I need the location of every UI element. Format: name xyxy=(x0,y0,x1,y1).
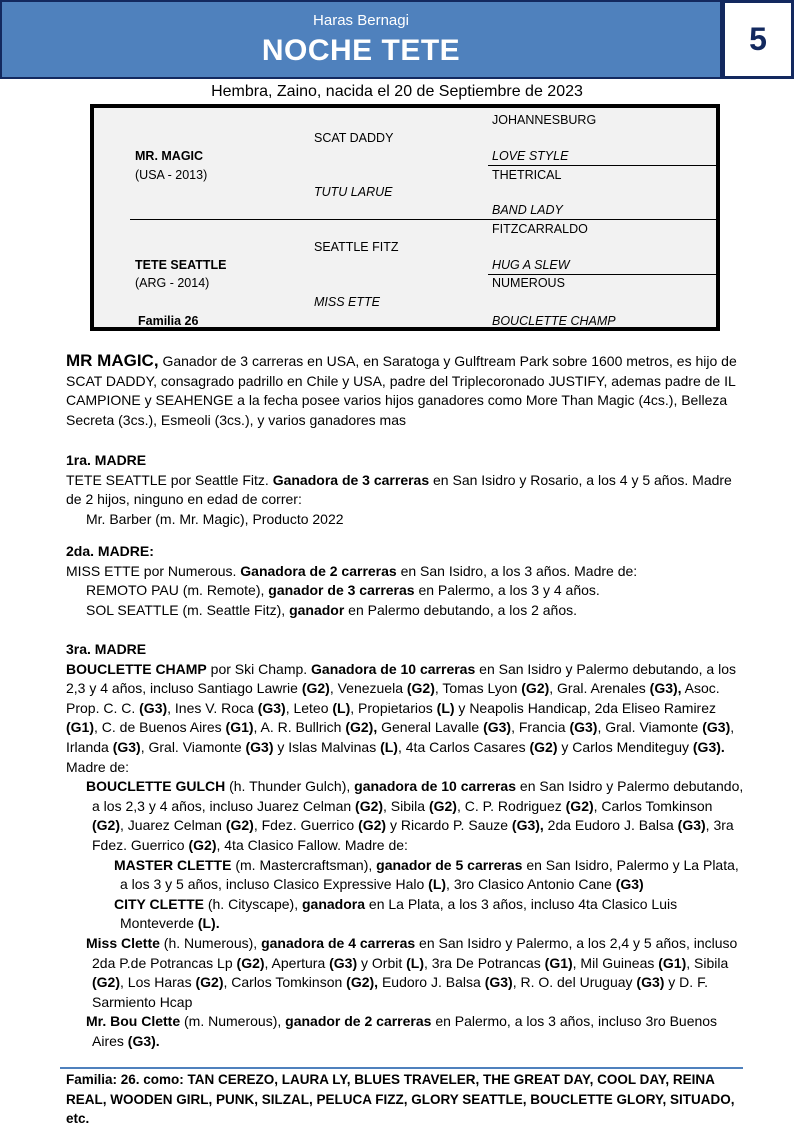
race-text: , Apertura xyxy=(264,954,330,971)
second-dam-heading: 2da. MADRE: xyxy=(66,543,154,559)
race-grade: (G2) xyxy=(92,817,120,834)
race-grade: (L) xyxy=(380,738,398,755)
dam-dam-dam: BOUCLETTE CHAMP xyxy=(492,314,616,328)
race-grade: (G3). xyxy=(692,738,725,755)
race-grade: (G3) xyxy=(569,719,598,736)
footer-divider xyxy=(60,1067,743,1069)
family-footer: Familia: 26. como: TAN CEREZO, LAURA LY, BLUES TRAVELER, THE GREAT DAY, COOL DAY, REINA REAL, WOODEN GIRL, PUNK, SILZAL, PELUCA FIZZ, GLORY SEATTLE, BOUCLETTE GLORY, SITUADO, etc. xyxy=(66,1072,735,1126)
race-text: , Ines V. Roca xyxy=(167,699,258,716)
offspring-name: REMOTO PAU (m. Remote), xyxy=(86,582,269,599)
offspring-wins: ganadora xyxy=(302,895,366,912)
lot-number: 5 xyxy=(749,21,767,57)
offspring-name: BOUCLETTE GULCH xyxy=(86,778,226,795)
offspring-details: en Palermo debutando, a los 2 años. xyxy=(344,601,578,618)
offspring-name: SOL SEATTLE (m. Seattle Fitz), xyxy=(86,601,290,618)
race-text: en San Isidro, Palermo y La Plata, a los 3 y 5 años, incluso Clasico Expressive Halo xyxy=(120,856,739,893)
race-text: y Orbit xyxy=(357,954,407,971)
race-text: , Irlanda xyxy=(66,719,735,755)
race-text: y Islas Malvinas xyxy=(273,738,381,755)
race-grade: (G3) xyxy=(484,974,513,991)
family-label: Familia 26 xyxy=(138,314,199,328)
race-grade: (L) xyxy=(332,699,351,716)
first-dam-offspring: Mr. Barber (m. Mr. Magic), Producto 2022 xyxy=(86,510,344,527)
race-grade: (G3) xyxy=(636,974,665,991)
race-grade: (G3) xyxy=(245,738,274,755)
sire-dam-sire: THETRICAL xyxy=(492,168,562,182)
race-text: , 3ra De Potrancas xyxy=(424,954,545,971)
offspring-pedigree: (h. Cityscape), xyxy=(203,895,302,912)
race-grade: (G1) xyxy=(544,954,573,971)
race-grade: (G3) xyxy=(702,719,731,736)
race-text: , Fdez. Guerrico xyxy=(253,817,359,834)
race-grade: (G2) xyxy=(521,680,550,697)
sire-dam-dam: BAND LADY xyxy=(492,203,563,217)
dam-dam-sire: NUMEROUS xyxy=(492,276,565,290)
third-dam-heading: 3ra. MADRE xyxy=(66,641,147,657)
race-text: , 4ta Carlos Casares xyxy=(397,738,530,755)
race-text: Madre de: xyxy=(66,758,130,775)
race-text: , Mil Guineas xyxy=(572,954,659,971)
dam-sire: SEATTLE FITZ xyxy=(314,240,399,254)
race-text: General Lavalle xyxy=(377,719,484,736)
sire-dam: TUTU LARUE xyxy=(314,185,393,199)
race-grade: (G3) xyxy=(483,719,512,736)
race-text: en San Isidro y Palermo debutando, a los 2,3 y 4 años, incluso Santiago Lawrie xyxy=(66,660,736,697)
race-text: Eudoro J. Balsa xyxy=(378,974,485,991)
dam-sire-sire: FITZCARRALDO xyxy=(492,222,588,236)
race-text: , 4ta Clasico Fallow. Madre de: xyxy=(216,836,408,853)
race-grade: (G2) xyxy=(358,817,387,834)
offspring-name: MASTER CLETTE xyxy=(114,856,232,873)
third-dam-offspring xyxy=(66,777,746,855)
race-text: , Venezuela xyxy=(329,680,407,697)
race-text: , C. de Buenos Aires xyxy=(94,719,226,736)
title-banner xyxy=(0,0,723,79)
offspring-wins: ganadora de 4 carreras xyxy=(261,934,416,951)
offspring-name: Mr. Bou Clette xyxy=(86,1013,181,1030)
race-text: y Ricardo P. Sauze xyxy=(386,817,512,834)
race-grade: (G2) xyxy=(195,974,224,991)
horse-name: NOCHE TETE xyxy=(261,34,461,67)
third-dam-wins: Ganadora de 10 carreras xyxy=(311,660,476,677)
race-grade: (L) xyxy=(406,954,425,971)
race-text: y Neapolis Handicap, 2da Eliseo Ramirez xyxy=(454,699,717,716)
race-grade: (L) xyxy=(436,699,455,716)
race-grade: (G3) xyxy=(615,876,644,893)
pedigree-divider xyxy=(130,219,716,220)
race-text: , R. O. del Uruguay xyxy=(512,974,637,991)
offspring-pedigree: (m. Mastercraftsman), xyxy=(231,856,377,873)
third-dam-offspring xyxy=(66,934,746,1012)
dam-sire-dam: HUG A SLEW xyxy=(492,258,570,272)
race-grade: (G2) xyxy=(225,817,254,834)
race-grade: (G3), xyxy=(511,817,544,834)
sire-sire-sire: JOHANNESBURG xyxy=(492,113,597,127)
race-grade: (G2) xyxy=(428,797,457,814)
offspring-wins: ganador de 2 carreras xyxy=(285,1013,432,1030)
race-grade: (G3) xyxy=(112,738,141,755)
race-grade: (G2) xyxy=(188,836,217,853)
race-grade: (G2), xyxy=(345,719,378,736)
race-text: y D. F. Sarmiento Hcap xyxy=(92,974,708,1010)
race-text: , Los Haras xyxy=(120,974,196,991)
race-text: en La Plata, a los 3 años, incluso 4ta Clasico Luis Monteverde xyxy=(120,895,678,932)
sire-note-name: MR MAGIC, xyxy=(66,351,159,370)
race-text: , Sibila xyxy=(686,954,729,971)
race-text: , 3ra Fdez. Guerrico xyxy=(92,817,734,853)
first-dam-section xyxy=(66,451,746,529)
race-grade: (G3) xyxy=(139,699,168,716)
race-grade: (G1) xyxy=(658,954,687,971)
race-grade: (G2) xyxy=(406,680,435,697)
race-text: y Carlos Menditeguy xyxy=(557,738,693,755)
sire-sire: SCAT DADDY xyxy=(314,131,394,145)
second-dam-offspring xyxy=(66,581,746,601)
dam-dam: MISS ETTE xyxy=(314,295,380,309)
race-grade: (G2) xyxy=(301,680,330,697)
breeder-name: Haras Bernagi xyxy=(313,12,409,29)
pedigree-divider xyxy=(488,274,716,275)
race-grade: (G2) xyxy=(92,974,120,991)
offspring-wins: ganador de 3 carreras xyxy=(268,582,415,599)
race-text: , A. R. Bullrich xyxy=(253,719,346,736)
offspring-name: Miss Clette xyxy=(86,934,160,951)
second-dam-offspring xyxy=(66,601,746,621)
race-text: , Leteo xyxy=(285,699,333,716)
second-dam-wins: Ganadora de 2 carreras xyxy=(240,562,397,579)
offspring-name: CITY CLETTE xyxy=(114,895,204,912)
third-dam-sire: por Ski Champ. xyxy=(206,660,312,677)
first-dam-details: en San Isidro y Rosario, a los 4 y 5 años. Madre de 2 hijos, ninguno en edad de correr: xyxy=(66,471,732,508)
race-text: , 3ro Clasico Antonio Cane xyxy=(446,876,616,893)
race-text: , Propietarios xyxy=(350,699,437,716)
race-text: 2da Eudoro J. Balsa xyxy=(543,817,678,834)
horse-description: Hembra, Zaino, nacida el 20 de Septiembre de 2023 xyxy=(211,83,583,100)
race-text: , C. P. Rodriguez xyxy=(456,797,566,814)
third-dam-record xyxy=(66,660,746,778)
third-dam-offspring xyxy=(66,1012,746,1051)
race-grade: (L) xyxy=(428,876,447,893)
sire-sire-dam: LOVE STYLE xyxy=(492,149,569,163)
race-grade: (G2) xyxy=(529,738,558,755)
lot-number-box xyxy=(722,0,794,79)
second-dam-details: en San Isidro, a los 3 años. Madre de: xyxy=(396,562,638,579)
race-text: , Sibila xyxy=(383,797,429,814)
dam-origin: (ARG - 2014) xyxy=(135,276,210,290)
second-dam-intro: MISS ETTE por Numerous. xyxy=(66,562,241,579)
race-grade: (G1) xyxy=(66,719,94,736)
second-dam-section xyxy=(66,542,746,620)
offspring-wins: ganadora de 10 carreras xyxy=(354,778,517,795)
offspring-wins: ganador xyxy=(289,601,345,618)
race-grade: (G3) xyxy=(677,817,706,834)
third-dam-section xyxy=(66,640,746,1051)
race-grade: (G3) xyxy=(257,699,286,716)
first-dam-heading: 1ra. MADRE xyxy=(66,452,147,468)
dam-name: TETE SEATTLE xyxy=(135,258,227,272)
race-text: en San Isidro y Palermo, a los 2,4 y 5 años, incluso 2da P.de Potrancas Lp xyxy=(92,934,738,971)
race-text: , Juarez Celman xyxy=(120,817,226,834)
pedigree-chart xyxy=(90,104,720,331)
sire-note-text: Ganador de 3 carreras en USA, en Saratoga y Gulftream Park sobre 1600 metros, es hijo de SCAT DADDY, consagrado padrillo en Chile y USA, padre del Triplecoronado JUSTIFY, ademas padre de IL CAMPIONE y SEAHENGE a la fecha posee varios hijos ganadores como More Than Magic (4cs.), Belleza Secreta (3cs.), Esmeoli (3cs.), y varios ganadores mas xyxy=(66,353,737,428)
offspring-pedigree: (h. Numerous), xyxy=(159,934,262,951)
race-text: , Carlos Tomkinson xyxy=(593,797,713,814)
offspring-details: en Palermo, a los 3 y 4 años. xyxy=(414,582,600,599)
race-grade: (G3), xyxy=(649,680,682,697)
offspring-pedigree: (m. Numerous), xyxy=(180,1013,286,1030)
race-grade: (G2) xyxy=(236,954,265,971)
race-text: Asoc. Prop. C. C. xyxy=(66,680,720,716)
race-grade: (G2), xyxy=(346,974,379,991)
race-text: , Tomas Lyon xyxy=(434,680,522,697)
first-dam-wins: Ganadora de 3 carreras xyxy=(272,471,430,488)
first-dam-intro: TETE SEATTLE por Seattle Fitz. xyxy=(66,471,273,488)
sire-description xyxy=(66,351,746,430)
offspring-pedigree: (h. Thunder Gulch), xyxy=(225,778,355,795)
race-text: , Carlos Tomkinson xyxy=(223,974,347,991)
grand-offspring xyxy=(66,856,746,895)
pedigree-divider xyxy=(488,165,716,166)
race-grade: (G1) xyxy=(225,719,254,736)
race-text: en San Isidro y Palermo debutando, a los 2,3 y 4 años, incluso Juarez Celman xyxy=(92,778,744,814)
race-text: , Gral. Arenales xyxy=(549,680,650,697)
race-grade: (L). xyxy=(197,915,220,932)
race-text: , Gral. Viamonte xyxy=(140,738,246,755)
race-text: en Palermo, a los 3 años, incluso 3ro Buenos Aires xyxy=(92,1013,718,1049)
race-text: , Francia xyxy=(511,719,570,736)
grand-offspring xyxy=(66,895,746,934)
race-text: , Gral. Viamonte xyxy=(597,719,703,736)
race-grade: (G2) xyxy=(565,797,594,814)
sire-origin: (USA - 2013) xyxy=(135,168,208,182)
offspring-wins: ganador de 5 carreras xyxy=(376,856,523,873)
race-grade: (G3). xyxy=(127,1032,160,1049)
third-dam-name: BOUCLETTE CHAMP xyxy=(66,660,207,677)
race-grade: (G3) xyxy=(329,954,358,971)
sire-name: MR. MAGIC xyxy=(135,149,204,163)
race-grade: (G2) xyxy=(355,797,384,814)
